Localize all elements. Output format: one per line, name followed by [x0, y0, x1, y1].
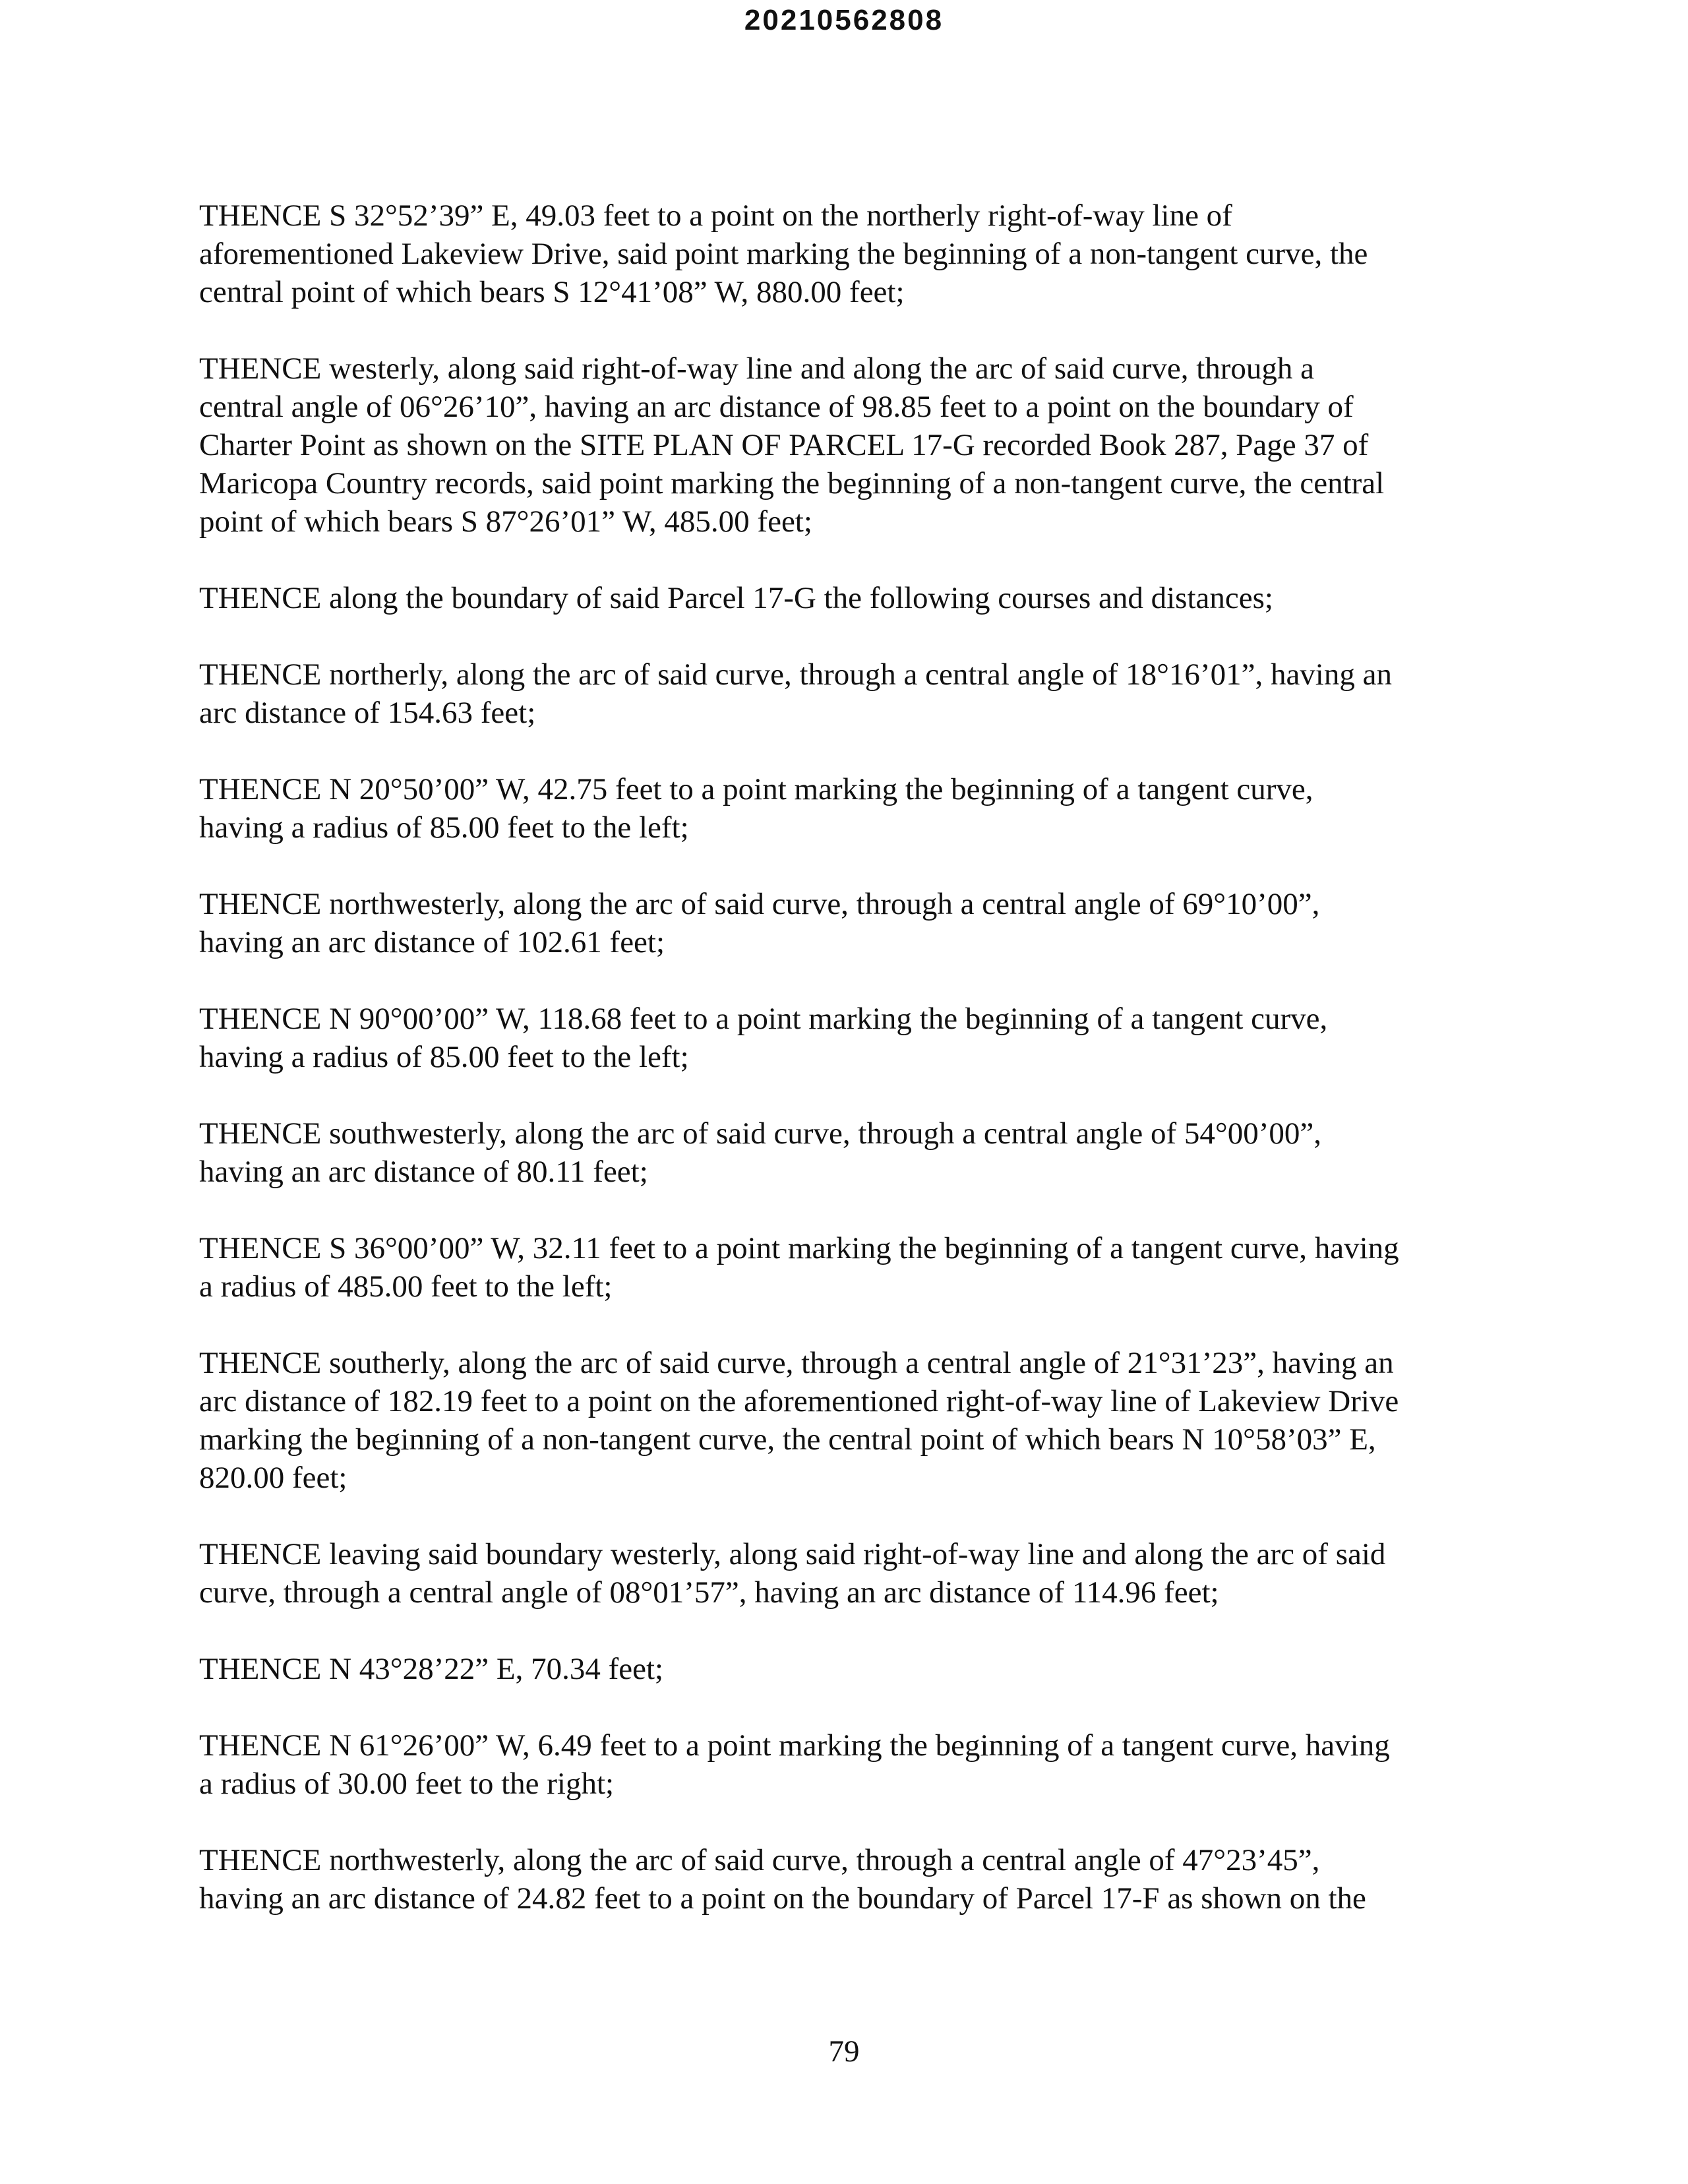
page-number: 79 [828, 2034, 860, 2069]
legal-paragraph [199, 1535, 1492, 1612]
legal-paragraph [199, 349, 1492, 541]
paragraph-line: THENCE southerly, along the arc of said curve, through a central angle of 21°31’23”, having an [199, 1346, 1394, 1380]
paragraph-line: THENCE N 43°28’22” E, 70.34 feet; [199, 1652, 664, 1686]
paragraph-line: central angle of 06°26’10”, having an arc distance of 98.85 feet to a point on the boundary of [199, 390, 1354, 424]
legal-paragraph [199, 579, 1492, 617]
legal-paragraph [199, 1344, 1492, 1497]
legal-paragraph [199, 885, 1492, 961]
paragraph-line: a radius of 30.00 feet to the right; [199, 1767, 615, 1801]
paragraph-line: having an arc distance of 24.82 feet to a point on the boundary of Parcel 17-F as shown on the [199, 1881, 1366, 1916]
paragraph-line: THENCE northwesterly, along the arc of said curve, through a central angle of 47°23’45”, [199, 1843, 1320, 1877]
paragraph-line: arc distance of 182.19 feet to a point on the aforementioned right-of-way line of Lakeview Drive [199, 1384, 1399, 1418]
paragraph-line: having a radius of 85.00 feet to the left; [199, 810, 689, 845]
paragraph-line: a radius of 485.00 feet to the left; [199, 1269, 613, 1304]
paragraph-line: having a radius of 85.00 feet to the left; [199, 1040, 689, 1074]
paragraph-line: THENCE N 90°00’00” W, 118.68 feet to a point marking the beginning of a tangent curve, [199, 1002, 1328, 1036]
paragraph-line: central point of which bears S 12°41’08” W, 880.00 feet; [199, 275, 905, 309]
paragraph-line: THENCE northwesterly, along the arc of said curve, through a central angle of 69°10’00”, [199, 887, 1320, 921]
paragraph-line: 820.00 feet; [199, 1461, 347, 1495]
legal-paragraph [199, 1726, 1492, 1803]
paragraph-line: having an arc distance of 80.11 feet; [199, 1155, 648, 1189]
legal-paragraph [199, 655, 1492, 732]
paragraph-line: THENCE along the boundary of said Parcel 17-G the following courses and distances; [199, 581, 1273, 615]
paragraph-line: THENCE N 20°50’00” W, 42.75 feet to a point marking the beginning of a tangent curve, [199, 772, 1313, 806]
legal-paragraph [199, 197, 1492, 311]
paragraph-line: THENCE southwesterly, along the arc of said curve, through a central angle of 54°00’00”, [199, 1116, 1321, 1151]
paragraph-line: curve, through a central angle of 08°01’57”, having an arc distance of 114.96 feet; [199, 1575, 1219, 1610]
paragraph-line: THENCE N 61°26’00” W, 6.49 feet to a point marking the beginning of a tangent curve, having [199, 1728, 1390, 1763]
legal-paragraph [199, 1114, 1492, 1191]
legal-paragraph [199, 1229, 1492, 1306]
legal-paragraph [199, 1650, 1492, 1688]
paragraph-line: point of which bears S 87°26’01” W, 485.00 feet; [199, 504, 812, 539]
legal-description-body [199, 197, 1492, 1956]
paragraph-line: THENCE S 36°00’00” W, 32.11 feet to a point marking the beginning of a tangent curve, having [199, 1231, 1399, 1265]
paragraph-line: THENCE westerly, along said right-of-way line and along the arc of said curve, through a [199, 351, 1315, 386]
paragraph-line: having an arc distance of 102.61 feet; [199, 925, 665, 959]
paragraph-line: marking the beginning of a non-tangent curve, the central point of which bears N 10°58’03” E, [199, 1422, 1376, 1457]
paragraph-line: aforementioned Lakeview Drive, said point marking the beginning of a non-tangent curve, the [199, 237, 1368, 271]
paragraph-line: Maricopa Country records, said point marking the beginning of a non-tangent curve, the central [199, 466, 1385, 501]
document-number: 20210562808 [744, 4, 944, 36]
paragraph-line: THENCE S 32°52’39” E, 49.03 feet to a point on the northerly right-of-way line of [199, 198, 1232, 233]
paragraph-line: THENCE leaving said boundary westerly, along said right-of-way line and along the arc of said [199, 1537, 1386, 1571]
paragraph-line: arc distance of 154.63 feet; [199, 696, 536, 730]
legal-paragraph [199, 1000, 1492, 1076]
legal-paragraph [199, 1841, 1492, 1918]
paragraph-line: Charter Point as shown on the SITE PLAN OF PARCEL 17-G recorded Book 287, Page 37 of [199, 428, 1369, 462]
legal-paragraph [199, 770, 1492, 847]
paragraph-line: THENCE northerly, along the arc of said curve, through a central angle of 18°16’01”, having an [199, 657, 1392, 692]
